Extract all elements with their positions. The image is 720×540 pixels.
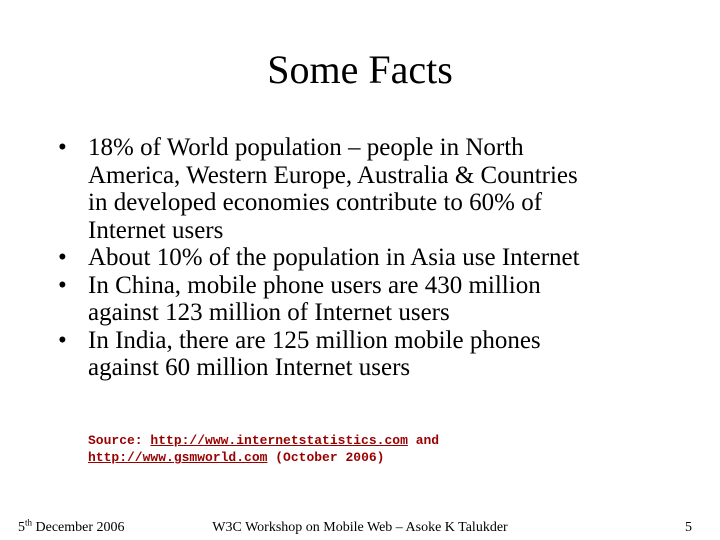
source-label: Source: <box>88 433 143 448</box>
source-link-internetstatistics[interactable]: http://www.internetstatistics.com <box>150 433 408 448</box>
source-link-gsmworld[interactable]: http://www.gsmworld.com <box>88 450 268 465</box>
bullet-item <box>56 327 676 382</box>
bullet-line: 18% of World population – people in North <box>88 134 524 161</box>
bullet-item <box>56 134 676 244</box>
source-line-1 <box>88 432 648 449</box>
bullet-line: In India, there are 125 million mobile phones <box>88 326 541 354</box>
bullet-line: in developed economies contribute to 60% of <box>88 189 543 216</box>
bullet-line: Internet users <box>88 216 224 244</box>
bullet-dot-icon: • <box>58 244 67 271</box>
bullet-item <box>56 244 676 272</box>
bullet-line: against 123 million of Internet users <box>88 299 450 326</box>
bullet-list <box>56 134 676 382</box>
source-connector: and <box>415 433 440 448</box>
bullet-line: About 10% of the population in Asia use Internet <box>88 244 580 271</box>
footer-date-day: 5 <box>18 520 25 535</box>
bullet-dot-icon: • <box>58 326 67 354</box>
slide-title: Some Facts <box>267 47 453 92</box>
bullet-line: against 60 million Internet users <box>88 354 411 381</box>
footer-date-rest: December 2006 <box>35 520 125 535</box>
footer-date-suffix: th <box>25 517 33 528</box>
bullet-item <box>56 272 676 327</box>
bullet-line: In China, mobile phone users are 430 million <box>88 271 541 299</box>
page-number: 5 <box>685 520 692 535</box>
footer-event: W3C Workshop on Mobile Web – Asoke K Talukder <box>212 520 508 535</box>
bullet-line: America, Western Europe, Australia & Countries <box>88 161 578 189</box>
source-date: (October 2006) <box>275 450 385 465</box>
bullet-dot-icon: • <box>58 271 67 299</box>
source-line-2 <box>88 449 648 466</box>
source-citation <box>88 432 648 466</box>
bullet-dot-icon: • <box>58 134 67 161</box>
